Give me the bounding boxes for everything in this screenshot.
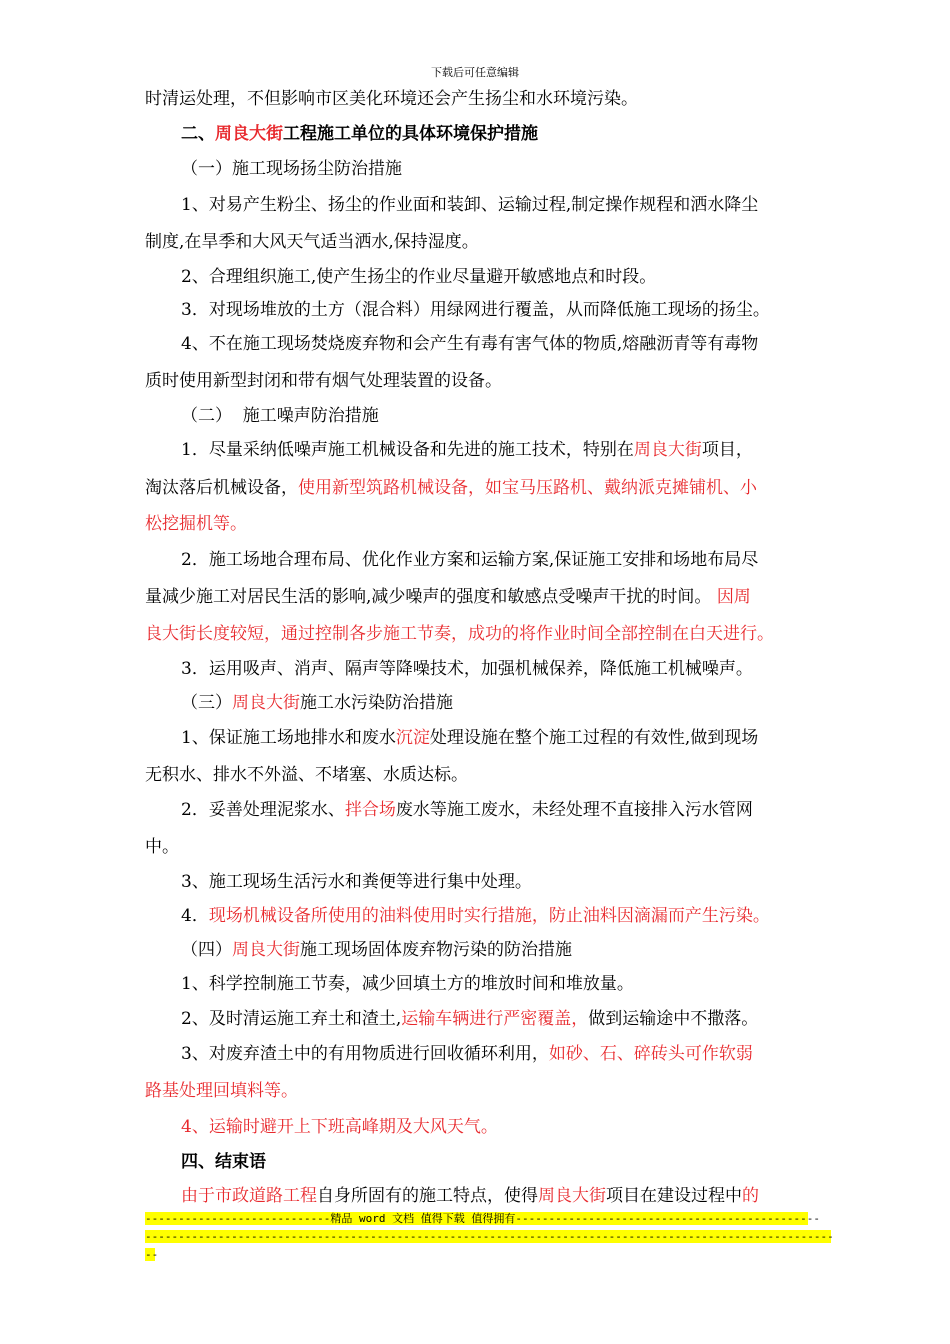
subsection-heading-4 <box>181 937 572 963</box>
red-text-run: 路基处理回填料等。 <box>145 1081 298 1101</box>
red-text-run: 如砂、石、碎砖头可作软弱 <box>548 1044 753 1064</box>
text-run: 1、科学控制施工节奏，减少回填土方的堆放时间和堆放量。 <box>181 974 634 994</box>
text-run: 4、不在施工现场焚烧废弃物和会产生有毒有害气体的物质,熔融沥青等有毒物 <box>181 334 759 354</box>
text-run: 3、施工现场生活污水和粪便等进行集中处理。 <box>181 872 532 892</box>
text-run: 3．运用吸声、消声、隔声等降噪技术，加强机械保养，降低施工机械噪声。 <box>181 659 753 679</box>
paragraph-line <box>181 971 634 997</box>
red-text-run: 沉淀 <box>395 728 430 748</box>
red-text-run: 使用新型筑路机械设备，如宝马压路机、戴纳派克摊铺机、小 <box>298 478 757 498</box>
red-text-run: 周良大街 <box>232 940 300 960</box>
text-run: 2．施工场地合理布局、优化作业方案和运输方案,保证施工安排和场地布局尽 <box>181 550 759 570</box>
text-run: （三） <box>181 693 232 713</box>
paragraph-line <box>181 547 758 573</box>
paragraph-line <box>181 869 532 895</box>
text-run: 施工现场固体废弃物污染的防治措施 <box>300 940 572 960</box>
paragraph-line <box>145 475 757 501</box>
text-run: 四、结束语 <box>181 1152 266 1172</box>
text-run: 1、保证施工场地排水和废水 <box>181 728 396 748</box>
text-run: 项目， <box>701 440 753 460</box>
text-run: （一）施工现场扬尘防治措施 <box>181 159 402 179</box>
paragraph-line <box>181 656 753 682</box>
text-run: 1．尽量采纳低噪声施工机械设备和先进的施工技术，特别在 <box>181 440 634 460</box>
red-text-run: 现场机械设备所使用的油料使用时实行措施，防止油料因滴漏而产生污染。 <box>208 906 770 926</box>
text-run: 时清运处理，不但影响市区美化环境还会产生扬尘和水环境污染。 <box>145 89 638 109</box>
paragraph-line <box>181 903 770 929</box>
subsection-heading-3 <box>181 690 453 716</box>
page-header-note: 下载后可任意编辑 <box>431 66 519 79</box>
red-text-run: 周良大街 <box>633 440 702 460</box>
paragraph-line <box>145 834 179 860</box>
text-run: 3．对现场堆放的土方（混合料）用绿网进行覆盖，从而降低施工现场的扬尘。 <box>181 300 770 320</box>
red-text-run: 4、运输时避开上下班高峰期及大风天气。 <box>181 1117 498 1137</box>
text-run: 量减少施工对居民生活的影响,减少噪声的强度和敏感点受噪声干扰的时间。 <box>145 587 717 607</box>
paragraph-line <box>145 584 751 610</box>
paragraph-line <box>145 511 247 537</box>
footer-banner-line-3: -- <box>145 1248 159 1261</box>
red-text-run: 拌合场 <box>344 800 396 820</box>
text-run: 工程施工单位的具体环境保护措施 <box>283 124 538 144</box>
text-run: 处理设施在整个施工过程的有效性,做到现场 <box>429 728 759 748</box>
red-text-run: 松挖掘机等。 <box>145 514 247 534</box>
footer-banner-line-1: ----------------------------精品 word 文档 值得下载 值得拥有---------------------------------------------- <box>145 1212 821 1225</box>
paragraph-line <box>181 1006 758 1032</box>
red-text-run: 周良大街 <box>232 693 300 713</box>
footer-banner-line-2: -------------------------------------------------------------------------------------------------------- <box>145 1230 834 1243</box>
text-run: 项目在建设过程中 <box>606 1186 742 1206</box>
paragraph-line <box>181 264 656 290</box>
subsection-heading-2 <box>181 403 379 429</box>
paragraph-line <box>181 1114 498 1140</box>
paragraph-line <box>145 762 468 788</box>
paragraph-line <box>181 725 758 751</box>
paragraph-line <box>181 1041 753 1067</box>
text-run: 2．妥善处理泥浆水、 <box>181 800 345 820</box>
red-text-run: 良大街长度较短，通过控制各步施工节奏，成功的将作业时间全部控制在白天进行。 <box>145 624 774 644</box>
paragraph-line <box>181 1183 759 1209</box>
text-run: 自身所固有的施工特点，使得 <box>317 1186 538 1206</box>
section-heading-2 <box>181 121 538 147</box>
red-text-run: 周良大街 <box>538 1186 606 1206</box>
subsection-heading-1 <box>181 156 402 182</box>
text-run: 无积水、排水不外溢、不堵塞、水质达标。 <box>145 765 468 785</box>
paragraph-line <box>145 86 638 112</box>
paragraph-line <box>181 297 770 323</box>
text-run: 做到运输途中不撒落。 <box>588 1009 759 1029</box>
paragraph-line <box>181 437 753 463</box>
red-text-run: 的 <box>742 1186 759 1206</box>
paragraph-line <box>181 331 758 357</box>
red-text-run: 运输车辆进行严密覆盖， <box>401 1009 589 1029</box>
text-run: 淘汰落后机械设备， <box>145 478 298 498</box>
text-run: 1、对易产生粉尘、扬尘的作业面和装卸、运输过程,制定操作规程和洒水降尘 <box>181 195 759 215</box>
red-text-run: 周良大街 <box>215 124 283 144</box>
red-text-run: 因周 <box>716 587 751 607</box>
paragraph-line <box>145 1078 298 1104</box>
red-text-run: 由于市政道路工程 <box>181 1186 317 1206</box>
paragraph-line <box>145 229 479 255</box>
paragraph-line <box>145 621 774 647</box>
text-run: 制度,在旱季和大风天气适当洒水,保持湿度。 <box>145 232 479 252</box>
text-run: 2、及时清运施工弃土和渣土, <box>181 1009 402 1029</box>
text-run: 2、合理组织施工,使产生扬尘的作业尽量避开敏感地点和时段。 <box>181 267 657 287</box>
text-run: 3、对废弃渣土中的有用物质进行回收循环利用， <box>181 1044 549 1064</box>
text-run: 中。 <box>145 837 179 857</box>
paragraph-line <box>181 192 758 218</box>
paragraph-line <box>145 368 502 394</box>
text-run: （二） 施工噪声防治措施 <box>181 406 379 426</box>
text-run: （四） <box>181 940 232 960</box>
text-run: 4． <box>181 906 209 926</box>
text-run: 施工水污染防治措施 <box>300 693 453 713</box>
text-run: 二、 <box>181 124 215 144</box>
text-run: 质时使用新型封闭和带有烟气处理装置的设备。 <box>145 371 502 391</box>
text-run: 废水等施工废水，未经处理不直接排入污水管网 <box>395 800 753 820</box>
section-heading-4 <box>181 1149 266 1175</box>
paragraph-line <box>181 797 753 823</box>
